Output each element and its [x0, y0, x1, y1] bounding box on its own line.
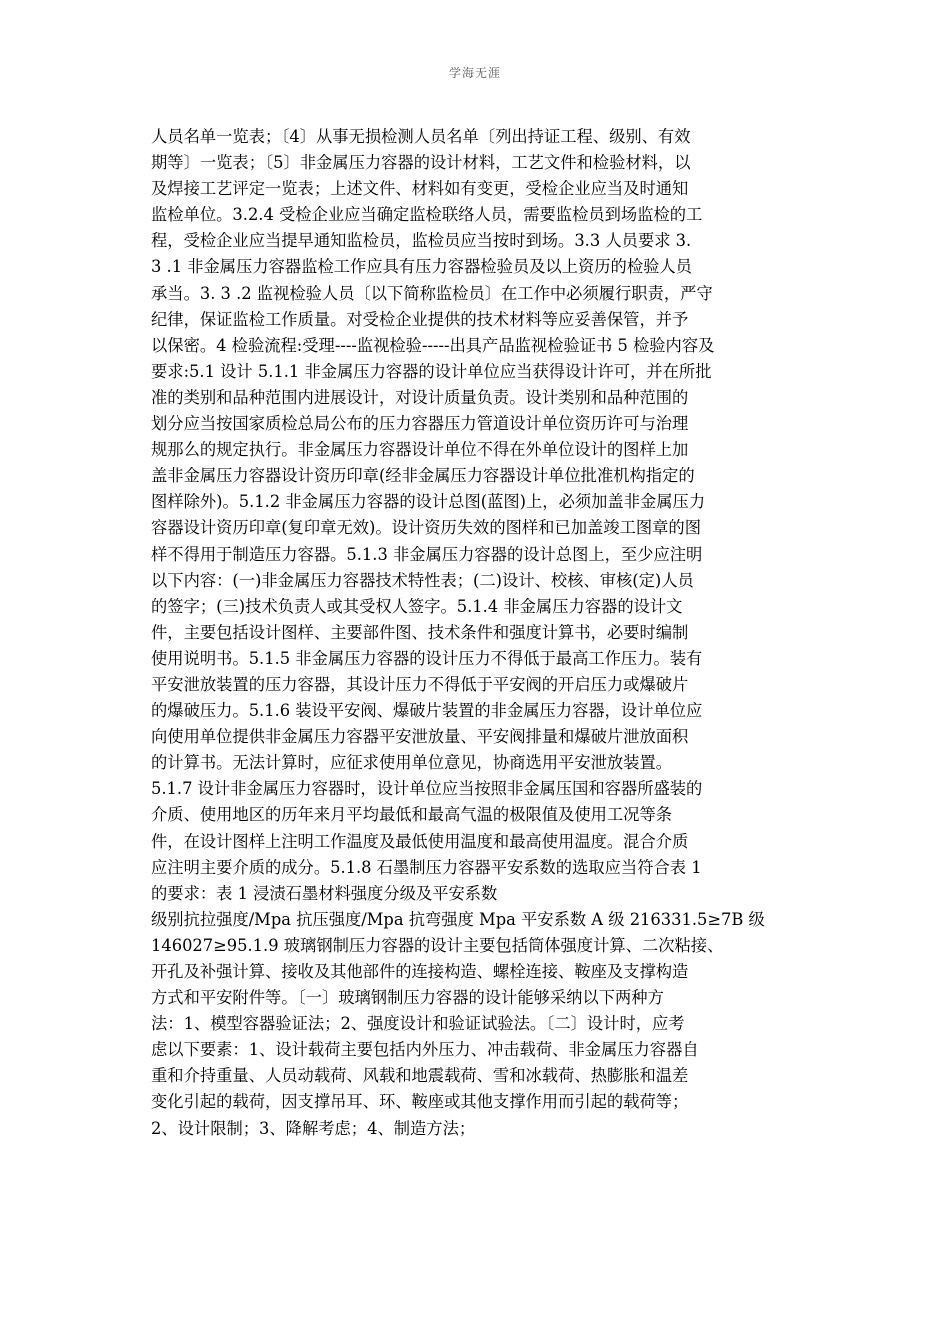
text-line: 平安泄放装置的压力容器，其设计压力不得低于平安阀的开启压力或爆破片	[151, 674, 689, 694]
text-line: 盖非金属压力容器设计资历印章(经非金属压力容器设计单位批准机构指定的	[151, 466, 695, 486]
document-body	[151, 124, 801, 1142]
text-line: 要求:5.1 设计 5.1.1 非金属压力容器的设计单位应当获得设计许可，并在所批	[151, 361, 712, 381]
text-line: 5.1.7 设计非金属压力容器时，设计单位应当按照非金属压国和容器所盛装的	[151, 779, 703, 799]
text-line: 虑以下要素：1、设计载荷主要包括内外压力、冲击载荷、非金属压力容器自	[151, 1040, 699, 1060]
text-line: 级别抗拉强度/Mpa 抗压强度/Mpa 抗弯强度 Mpa 平安系数 A 级 216331.5≥7B 级	[151, 909, 765, 929]
text-line: 3 .1 非金属压力容器监检工作应具有压力容器检验员及以上资历的检验人员	[151, 257, 692, 277]
text-line: 件，主要包括设计图样、主要部件图、技术条件和强度计算书，必要时编制	[151, 622, 689, 642]
text-line: 及焊接工艺评定一览表；上述文件、材料如有变更，受检企业应当及时通知	[151, 179, 689, 199]
text-line: 应注明主要介质的成分。5.1.8 石墨制压力容器平安系数的选取应当符合表 1	[151, 857, 702, 877]
text-line: 程，受检企业应当提早通知监检员，监检员应当按时到场。3.3 人员要求 3.	[151, 231, 692, 251]
page-header: 学海无涯	[448, 66, 501, 80]
text-line: 以下内容：(一)非金属压力容器技术特性表；(二)设计、校核、审核(定)人员	[151, 570, 694, 590]
text-line: 图样除外)。5.1.2 非金属压力容器的设计总图(蓝图)上，必须加盖非金属压力	[151, 492, 706, 512]
text-line: 使用说明书。5.1.5 非金属压力容器的设计压力不得低于最高工作压力。装有	[151, 648, 703, 668]
text-line: 重和介持重量、人员动载荷、风载和地震载荷、雪和冰载荷、热膨胀和温差	[151, 1066, 689, 1086]
text-line: 规那么的规定执行。非金属压力容器设计单位不得在外单位设计的图样上加	[151, 440, 689, 460]
text-line: 准的类别和品种范围内进展设计，对设计质量负责。设计类别和品种范围的	[151, 387, 689, 407]
text-line: 的要求：表 1 浸渍石墨材料强度分级及平安系数	[151, 883, 498, 903]
text-line: 变化引起的载荷，因支撑吊耳、环、鞍座或其他支撑作用而引起的载荷等；	[151, 1092, 689, 1112]
text-line: 法：1、模型容器验证法；2、强度设计和验证试验法。〔二〕设计时，应考	[151, 1014, 685, 1034]
text-line: 容器设计资历印章(复印章无效)。设计资历失效的图样和已加盖竣工图章的图	[151, 518, 701, 538]
text-line: 纪律，保证监检工作质量。对受检企业提供的技术材料等应妥善保管，并予	[151, 309, 689, 329]
text-line: 件，在设计图样上注明工作温度及最低使用温度和最高使用温度。混合介质	[151, 831, 689, 851]
text-line: 146027≥95.1.9 玻璃钢制压力容器的设计主要包括筒体强度计算、二次粘接、	[151, 935, 724, 955]
text-line: 的爆破压力。5.1.6 装设平安阀、爆破片装置的非金属压力容器，设计单位应	[151, 701, 703, 721]
text-line: 方式和平安附件等。〔一〕玻璃钢制压力容器的设计能够采纳以下两种方	[151, 988, 664, 1008]
text-line: 人员名单一览表；〔4〕从事无损检测人员名单〔列出持证工程、级别、有效	[151, 127, 691, 146]
text-line: 的计算书。无法计算时，应征求使用单位意见，协商选用平安泄放装置。	[151, 753, 673, 773]
text-line: 承当。3. 3 .2 监视检验人员〔以下简称监检员〕在工作中必须履行职责，严守	[151, 283, 713, 303]
text-line: 介质、使用地区的历年来月平均最低和最高气温的极限值及使用工况等条	[151, 805, 673, 825]
text-line: 以保密。4 检验流程:受理----监视检验-----出具产品监视检验证书 5 检验内容及	[151, 335, 715, 355]
text-line: 划分应当按国家质检总局公布的压力容器压力管道设计单位资历许可与治理	[151, 414, 689, 434]
text-line: 2、设计限制；3、降解考虑；4、制造方法；	[151, 1118, 476, 1138]
text-line: 监检单位。3.2.4 受检企业应当确定监检联络人员，需要监检员到场监检的工	[151, 205, 703, 225]
text-line: 的签字；(三)技术负责人或其受权人签字。5.1.4 非金属压力容器的设计文	[151, 596, 683, 616]
text-line: 开孔及补强计算、接收及其他部件的连接构造、螺栓连接、鞍座及支撑构造	[151, 962, 689, 981]
text-line: 样不得用于制造压力容器。5.1.3 非金属压力容器的设计总图上，至少应注明	[151, 544, 703, 564]
text-line: 期等〕一览表；〔5〕非金属压力容器的设计材料，工艺文件和检验材料，以	[151, 153, 691, 173]
text-line: 向使用单位提供非金属压力容器平安泄放量、平安阀排量和爆破片泄放面积	[151, 727, 689, 747]
